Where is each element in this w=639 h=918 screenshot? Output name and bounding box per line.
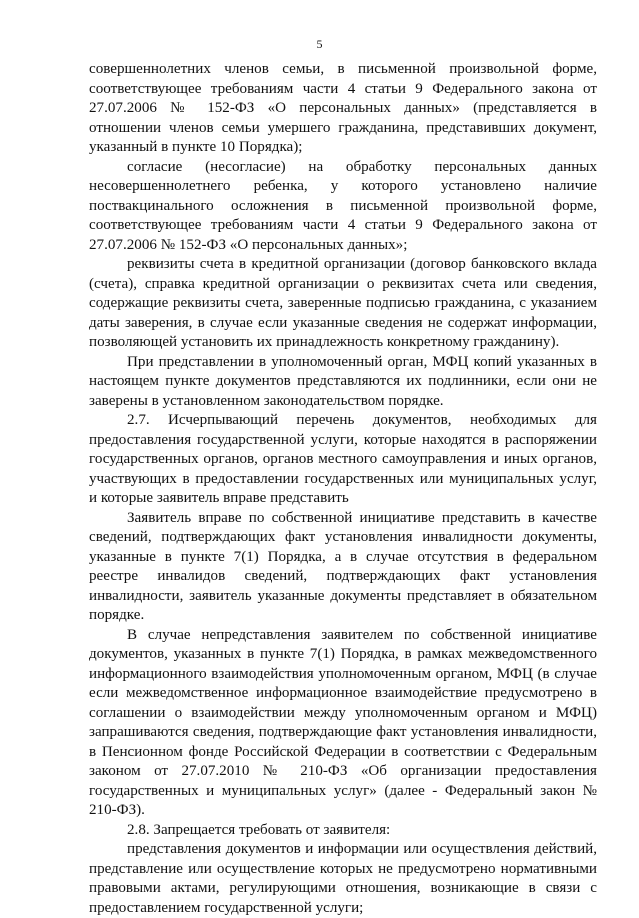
- paragraph-consent-family-members: совершеннолетних членов семьи, в письменной произвольной форме, соответствующее требованиям части 4 статьи 9 Федерального закона от 27.07.2006 № 152-ФЗ «О персональных данных» (представляется в отношении членов семьи умершего гражданина, представивших документ, указанный в пункте 10 Порядка);: [89, 61, 597, 155]
- paragraph-consent-minor: согласие (несогласие) на обработку персональных данных несовершеннолетнего ребенка, у которого установлено наличие поствакцинального осложнения в письменной произвольной форме, соответствующее требованиям части 4 статьи 9 Федерального закона от 27.07.2006 № 152-ФЗ «О персональных данных»;: [89, 158, 597, 253]
- page-number: 5: [316, 37, 323, 51]
- document-body: [89, 60, 597, 918]
- paragraph-section-2-8: 2.8. Запрещается требовать от заявителя:: [127, 821, 391, 838]
- paragraph-section-2-7: 2.7. Исчерпывающий перечень документов, необходимых для предоставления государственной услуги, которые находятся в распоряжении государственных органов, органов местного самоуправления и иных органов, участвующих в предоставлении государственных или муниципальных услуг, и которые заявитель вправе представить: [89, 412, 597, 506]
- paragraph-originals-required: При представлении в уполномоченный орган, МФЦ копий указанных в настоящем пункте документов представляются их подлинники, если они не заверены в установленном законодательством порядке.: [89, 353, 597, 409]
- paragraph-prohibited-requirements: представления документов и информации или осуществления действий, представление или осуществление которых не предусмотрено нормативными правовыми актами, регулирующими отношения, возникающие в связи с предоставлением государственной услуги;: [89, 841, 597, 916]
- paragraph-applicant-right: Заявитель вправе по собственной инициативе представить в качестве сведений, подтверждающих факт установления инвалидности документы, указанные в пункте 7(1) Порядка, а в случае отсутствия в федеральном реестре инвалидов сведений, подтверждающих факт установления инвалидности, заявитель указанные документы представляет в обязательном порядке.: [89, 509, 597, 623]
- paragraph-bank-account-details: реквизиты счета в кредитной организации (договор банковского вклада (счета), справка кредитной организации о реквизитах счета или сведения, содержащие реквизиты счета, заверенные подписью гражданина, с указанием даты заверения, в случае если указанные сведения не содержат информации, позволяющей установить их принадлежность конкретному гражданину).: [89, 256, 597, 350]
- paragraph-interagency-request: В случае непредставления заявителем по собственной инициативе документов, указанных в пункте 7(1) Порядка, в рамках межведомственного информационного взаимодействия уполномоченным органом, МФЦ (в случае если межведомственное информационное взаимодействие предусмотрено в соглашении о взаимодействии между уполномоченным органом и МФЦ) запрашиваются сведения, подтверждающие факт установления инвалидности, в Пенсионном фонде Российской Федерации в соответствии с Федеральным законом от 27.07.2010 № 210-ФЗ «Об организации предоставления государственных и муниципальных услуг» (далее - Федеральный закон № 210-ФЗ).: [89, 626, 597, 818]
